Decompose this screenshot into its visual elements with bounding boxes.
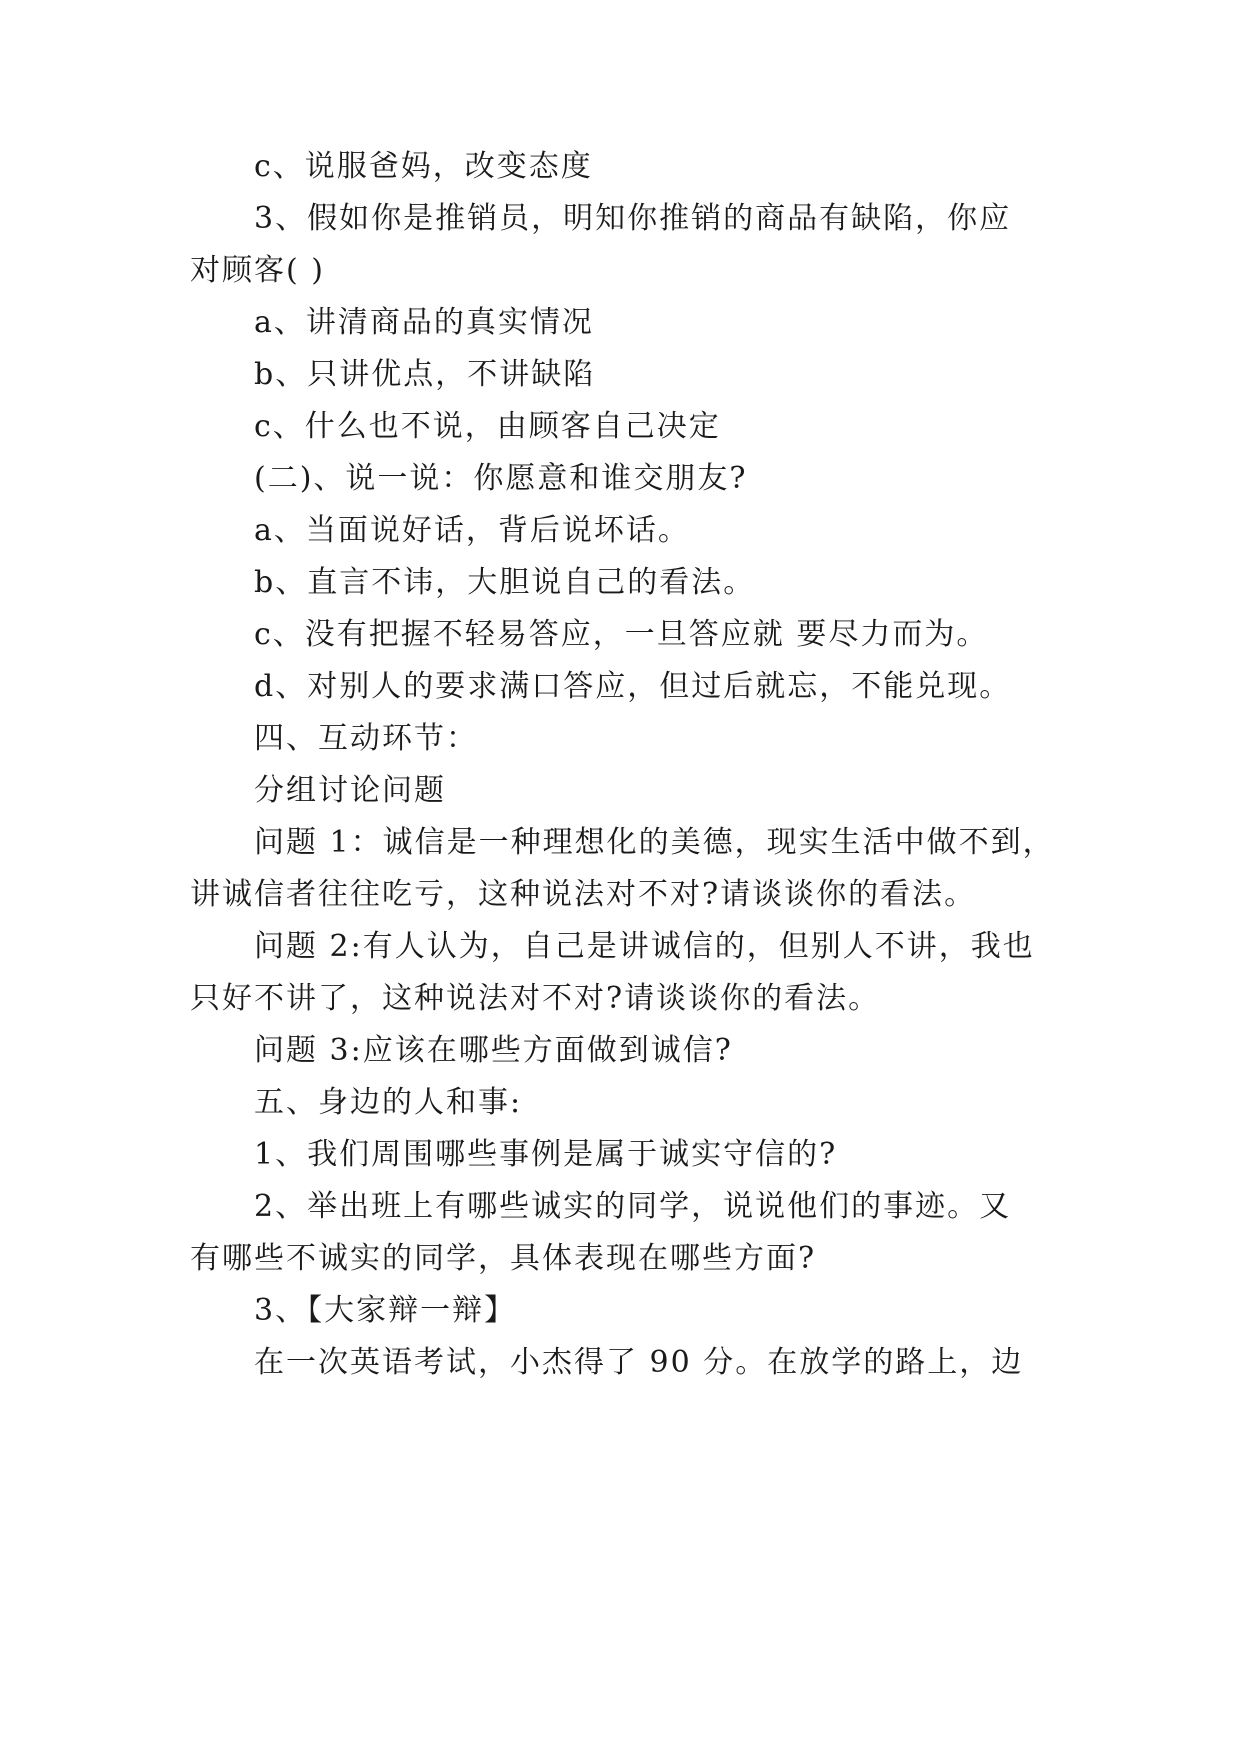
- text-line: 分组讨论问题: [254, 773, 446, 808]
- text-line: 问题 3:应该在哪些方面做到诚信?: [254, 1033, 733, 1068]
- text-line: (二)、说一说：你愿意和谁交朋友?: [254, 461, 748, 496]
- text-line: c、没有把握不轻易答应，一旦答应就 要尽力而为。: [254, 617, 989, 652]
- section-heading: 四、互动环节：: [254, 721, 478, 756]
- text-line: b、直言不讳，大胆说自己的看法。: [254, 565, 756, 600]
- text-line: 2、举出班上有哪些诚实的同学，说说他们的事迹。又: [254, 1189, 1012, 1224]
- text-line: c、说服爸妈，改变态度: [254, 149, 593, 184]
- text-line: 对顾客( ): [190, 253, 325, 288]
- text-line: 有哪些不诚实的同学，具体表现在哪些方面?: [190, 1241, 817, 1276]
- text-line: 3、【大家辩一辩】: [254, 1293, 517, 1328]
- text-line: 3、假如你是推销员，明知你推销的商品有缺陷，你应: [254, 201, 1012, 236]
- text-line: b、只讲优点，不讲缺陷: [254, 357, 596, 392]
- text-line: d、对别人的要求满口答应，但过后就忘，不能兑现。: [254, 669, 1012, 704]
- section-heading: 五、身边的人和事:: [254, 1085, 523, 1120]
- text-line: 讲诚信者往往吃亏，这种说法对不对?请谈谈你的看法。: [190, 877, 977, 912]
- text-line: a、讲清商品的真实情况: [254, 305, 594, 340]
- text-line: 在一次英语考试，小杰得了 90 分。在放学的路上，边: [254, 1345, 1024, 1380]
- text-line: 1、我们周围哪些事例是属于诚实守信的?: [254, 1137, 838, 1172]
- text-line: a、当面说好话，背后说坏话。: [254, 513, 690, 548]
- text-line: 问题 2:有人认为，自己是讲诚信的，但别人不讲，我也: [254, 929, 1035, 964]
- text-line: c、什么也不说，由顾客自己决定: [254, 409, 721, 444]
- text-line: 只好不讲了，这种说法对不对?请谈谈你的看法。: [190, 981, 881, 1016]
- text-line: 问题 1：诚信是一种理想化的美德，现实生活中做不到，: [254, 825, 1055, 860]
